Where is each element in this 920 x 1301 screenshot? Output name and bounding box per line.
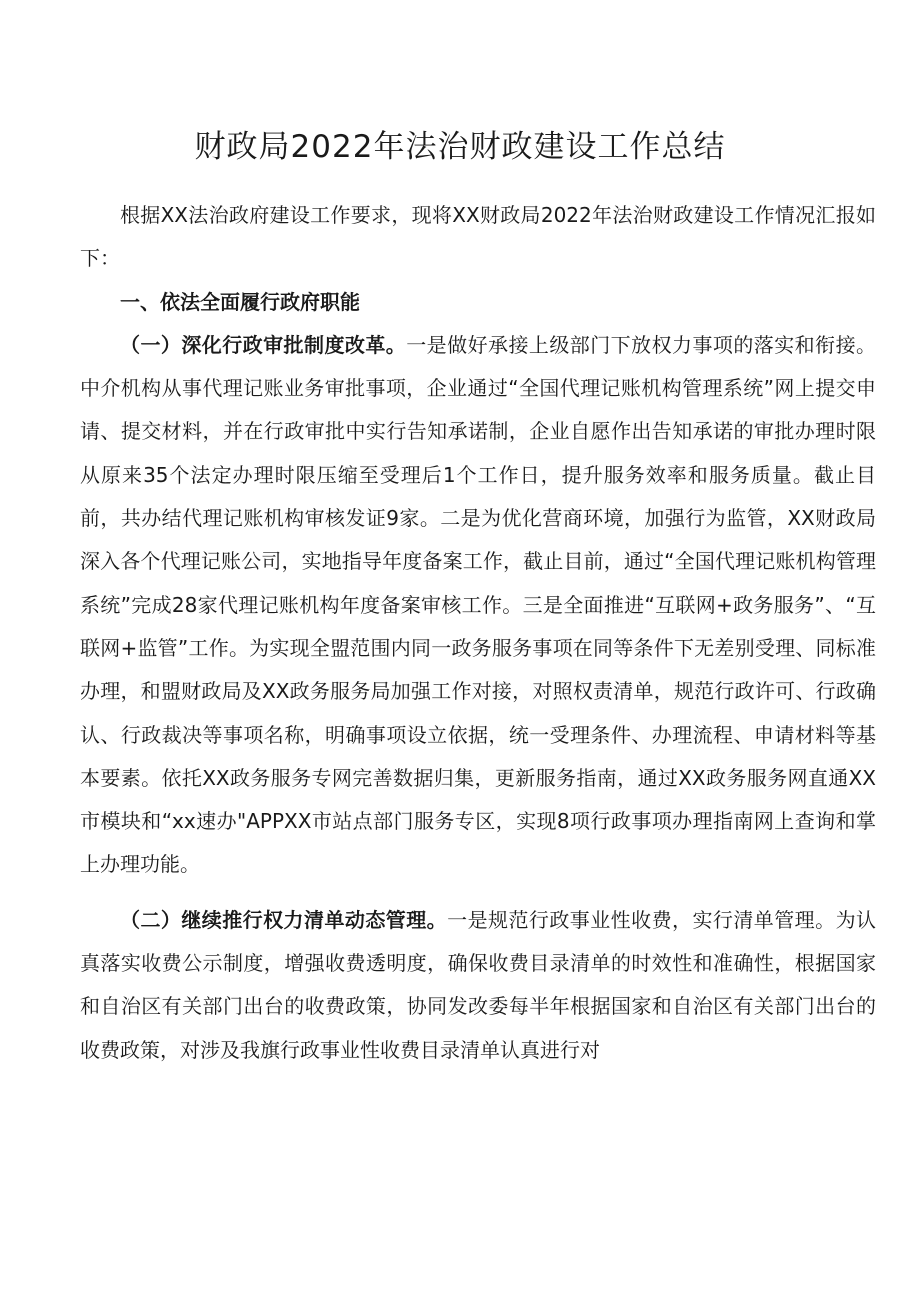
paragraph-2-text: 一是规范行政事业性收费，实行清单管理。为认真落实收费公示制度，增强收费透明度，确保收费目录清单的时效性和准确性，根据国家和自治区有关部门出台的收费政策，协同发改委每半年根据国家和自治区有关部门出台的收费政策，对涉及我旗行政事业性收费目录清单认真进行对: [80, 907, 877, 1062]
paragraph-1-text: 一是做好承接上级部门下放权力事项的落实和衔接。中介机构从事代理记账业务审批事项，企业通过“全国代理记账机构管理系统”网上提交申请、提交材料，并在行政审批中实行告知承诺制，企业自愿作出告知承诺的审批办理时限从原来35个法定办理时限压缩至受理后1个工作日，提升服务效率和服务质量。截止目前，共办结代理记账机构审核发证9家。二是为优化营商环境，加强行为监管，XX财政局深入各个代理记账公司，实地指导年度备案工作，截止目前，通过“全国代理记账机构管理系统”完成28家代理记账机构年度备案审核工作。三是全面推进“互联网+政务服务”、“互联网+监管”工作。为实现全盟范围内同一政务服务事项在同等条件下无差别受理、同标准办理，和盟财政局及XX政务服务局加强工作对接，对照权责清单，规范行政许可、行政确认、行政裁决等事项名称，明确事项设立依据，统一受理条件、办理流程、申请材料等基本要素。依托XX政务服务专网完善数据归集，更新服务指南，通过XX政务服务网直通XX市模块和“xx速办"APPXX市站点部门服务专区，实现8项行政事项办理指南网上查询和掌上办理功能。: [80, 332, 877, 877]
section-heading: 一、依法全面履行政府职能: [120, 289, 360, 314]
subsection-heading-2: （二）继续推行权力清单动态管理。: [120, 907, 448, 932]
document-title: 财政局2022年法治财政建设工作总结: [194, 128, 726, 165]
document-body: [80, 194, 876, 1072]
intro-paragraph: 根据XX法治政府建设工作要求，现将XX财政局2022年法治财政建设工作情况汇报如下：: [80, 203, 876, 271]
subsection-heading-1: （一）深化行政审批制度改革。: [120, 332, 407, 357]
paragraph-1: [80, 324, 876, 887]
paragraph-2: [80, 899, 876, 1072]
